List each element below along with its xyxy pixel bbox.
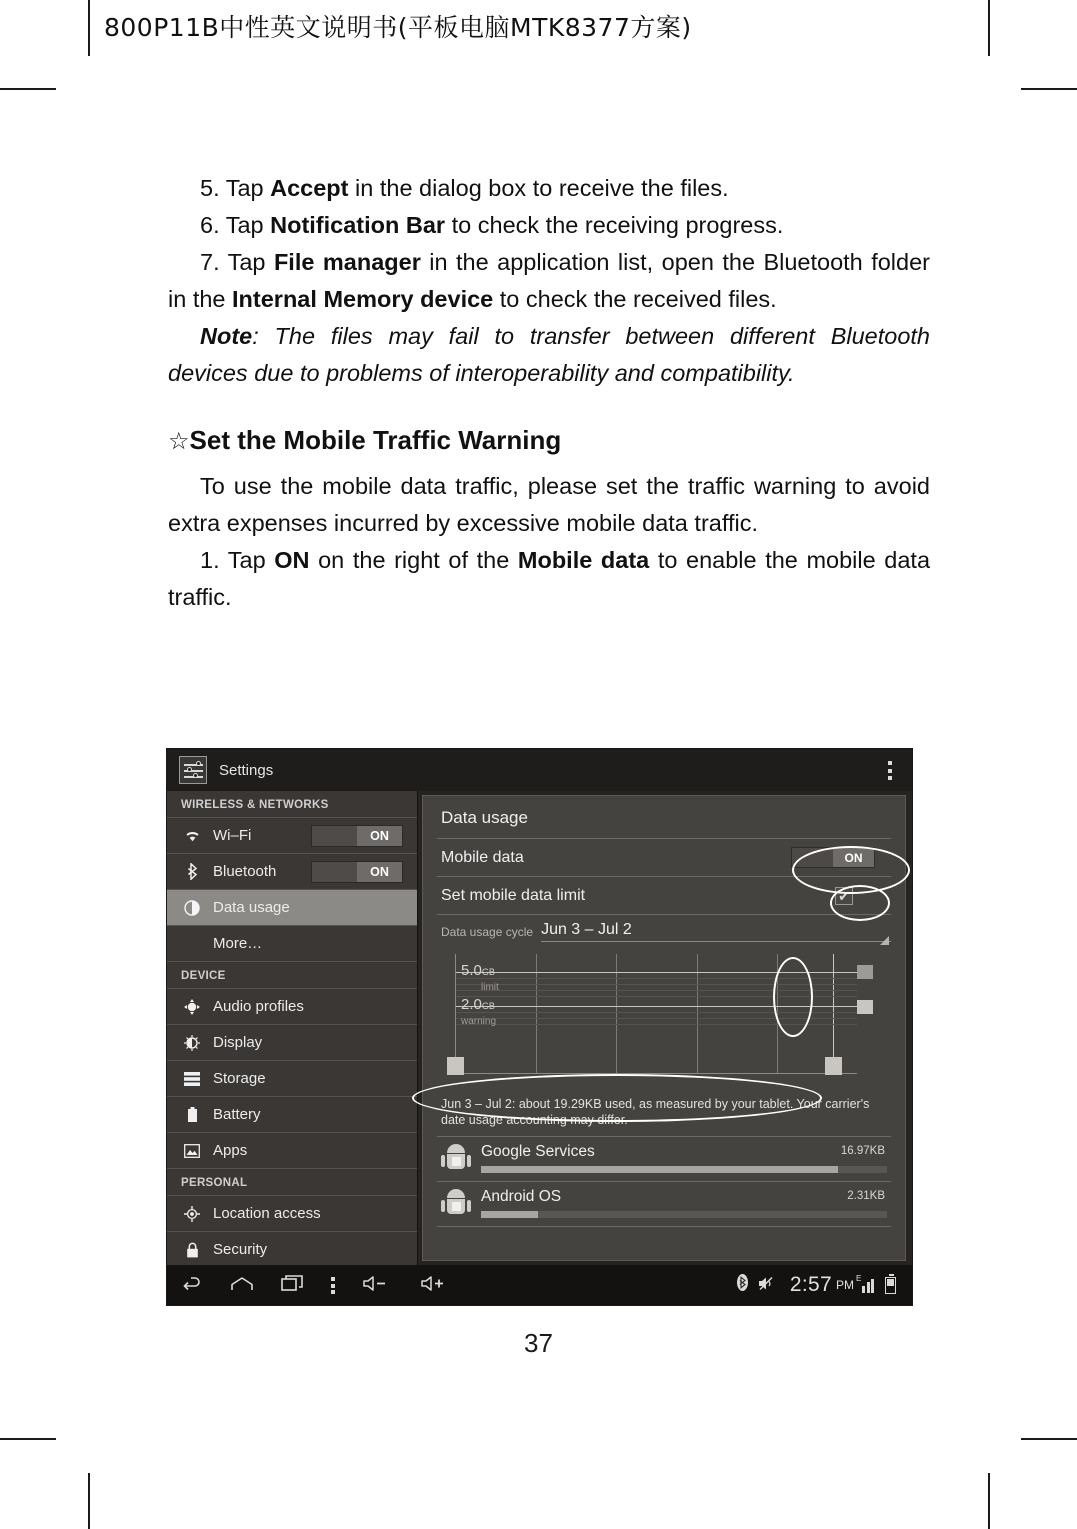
overflow-menu-icon[interactable] xyxy=(331,1277,335,1294)
android-app-icon xyxy=(441,1143,471,1173)
usage-summary-note: Jun 3 – Jul 2: about 19.29KB used, as measured by your tablet. Your carrier's date usage accounting may differ. xyxy=(441,1097,870,1127)
lock-icon xyxy=(181,1241,203,1259)
star-icon: ☆ xyxy=(168,428,190,455)
app-info xyxy=(481,1143,887,1173)
sidebar-item-label: More… xyxy=(213,935,263,952)
sidebar-item-label: Audio profiles xyxy=(213,998,304,1015)
step-6-prefix: 6. Tap xyxy=(200,212,271,238)
display-icon xyxy=(181,1034,203,1052)
crop-mark-top-right-v xyxy=(988,0,990,56)
home-icon[interactable] xyxy=(231,1276,253,1295)
note-text: : The files may fail to transfer between different Bluetooth devices due to problems of interoperability and compatibility. xyxy=(168,323,930,386)
wifi-toggle-label: ON xyxy=(357,826,402,846)
chart-limit-line xyxy=(456,972,857,973)
step-1-prefix: 1. Tap xyxy=(200,547,275,573)
crop-mark-top-left-h xyxy=(0,88,56,90)
bluetooth-toggle-label: ON xyxy=(357,862,402,882)
step-5-bold: Accept xyxy=(270,175,349,201)
crop-mark-top-left-v xyxy=(88,0,90,56)
chart-range-handle-right[interactable] xyxy=(825,1057,842,1075)
sidebar-item-wifi[interactable] xyxy=(167,818,417,854)
chart-warning-sublabel: warning xyxy=(461,1016,497,1027)
data-usage-chart[interactable] xyxy=(441,954,891,1090)
crop-mark-bot-left-h xyxy=(0,1438,56,1440)
group-label-wireless: WIRELESS & NETWORKS xyxy=(167,791,417,818)
mobile-data-label: Mobile data xyxy=(441,848,524,866)
apps-icon xyxy=(181,1142,203,1160)
step-1-mid: on the right of the xyxy=(309,547,518,573)
sidebar-item-display[interactable] xyxy=(167,1025,417,1061)
storage-icon xyxy=(181,1070,203,1088)
step-6-paragraph xyxy=(168,207,930,244)
crop-mark-top-right-h xyxy=(1021,88,1077,90)
bluetooth-status-icon xyxy=(737,1274,748,1296)
step-5-suffix: in the dialog box to receive the files. xyxy=(348,175,729,201)
set-limit-label: Set mobile data limit xyxy=(441,886,586,904)
list-item[interactable] xyxy=(437,1137,891,1182)
sidebar-item-more[interactable] xyxy=(167,926,417,962)
chart-gridline-h xyxy=(456,978,857,979)
android-navbar xyxy=(167,1265,912,1305)
note-label: Note xyxy=(200,323,253,349)
sidebar-item-data-usage[interactable] xyxy=(167,890,417,926)
mobile-data-row[interactable] xyxy=(437,838,891,876)
step-7-prefix: 7. Tap xyxy=(200,249,274,275)
recents-icon[interactable] xyxy=(281,1275,303,1295)
step-6-bold: Notification Bar xyxy=(270,212,446,238)
page-number: 37 xyxy=(524,1328,553,1358)
app-usage-bar xyxy=(481,1166,887,1173)
step-7-mid: in the application list, open the Bluetooth folder in the xyxy=(168,249,930,312)
app-name: Google Services xyxy=(481,1143,595,1160)
volume-down-icon[interactable] xyxy=(363,1276,393,1295)
step-1-bold-1: ON xyxy=(274,547,310,573)
bluetooth-toggle[interactable] xyxy=(311,861,403,883)
wifi-toggle[interactable] xyxy=(311,825,403,847)
chart-warning-value: 2.0 xyxy=(461,996,482,1013)
body-column xyxy=(168,170,930,616)
data-usage-pane xyxy=(422,795,906,1261)
chart-gridline-h xyxy=(456,990,857,991)
sidebar-item-battery[interactable] xyxy=(167,1097,417,1133)
pane-title: Data usage xyxy=(441,808,528,827)
chevron-down-icon[interactable] xyxy=(880,936,889,945)
chart-baseline xyxy=(456,1073,857,1074)
chart-gridline-h xyxy=(456,1012,857,1013)
step-7-bold-1: File manager xyxy=(273,249,421,275)
chart-warning-line xyxy=(456,1006,857,1007)
app-usage-list xyxy=(437,1136,891,1227)
document-header: 800P11B中性英文说明书(平板电脑MTK8377方案) xyxy=(104,13,692,42)
step-1-suffix: to enable the mobile data traffic. xyxy=(168,547,931,610)
sidebar-item-security[interactable] xyxy=(167,1232,417,1268)
group-label-personal: PERSONAL xyxy=(167,1169,417,1196)
sidebar-item-storage[interactable] xyxy=(167,1061,417,1097)
data-usage-cycle-row[interactable] xyxy=(437,914,891,948)
intro-paragraph: To use the mobile data traffic, please set the traffic warning to avoid extra expenses incurred by excessive mobile data traffic. xyxy=(168,473,930,536)
crop-mark-bot-right-h xyxy=(1021,1438,1077,1440)
overflow-menu-icon[interactable] xyxy=(888,761,892,780)
cycle-label: Data usage cycle xyxy=(441,924,534,939)
step-1-bold-2: Mobile data xyxy=(517,547,650,573)
app-usage-bar-fill xyxy=(481,1211,538,1218)
android-settings-screenshot xyxy=(166,748,913,1306)
clock-ampm: PM xyxy=(836,1278,854,1292)
step-7-bold-2: Internal Memory device xyxy=(232,286,494,312)
mobile-data-toggle-label: ON xyxy=(833,848,874,867)
data-usage-icon xyxy=(181,899,203,917)
chart-warning-unit: GB xyxy=(481,1001,495,1011)
app-info xyxy=(481,1188,887,1218)
crop-mark-bot-left-v xyxy=(88,1473,90,1529)
note-paragraph xyxy=(168,318,930,392)
set-mobile-data-limit-row[interactable] xyxy=(437,876,891,914)
app-title: Settings xyxy=(219,761,274,779)
sidebar-item-label: Apps xyxy=(213,1142,248,1159)
app-size: 16.97KB xyxy=(840,1145,885,1157)
group-label-device: DEVICE xyxy=(167,962,417,989)
step-6-suffix: to check the receiving progress. xyxy=(445,212,784,238)
chart-limit-label xyxy=(461,962,495,979)
step-1-paragraph xyxy=(168,542,930,616)
step-5-prefix: 5. Tap xyxy=(200,175,271,201)
sliders-icon xyxy=(179,756,207,784)
battery-status-icon xyxy=(885,1277,896,1294)
app-name: Android OS xyxy=(481,1188,562,1205)
set-limit-checkbox[interactable]: ✔ xyxy=(835,887,853,905)
back-icon[interactable] xyxy=(183,1275,203,1295)
mobile-data-toggle[interactable] xyxy=(791,847,875,868)
chart-gridline-h xyxy=(456,984,857,985)
step-7-suffix: to check the received files. xyxy=(493,286,777,312)
settings-body xyxy=(167,791,912,1265)
cycle-value[interactable]: Jun 3 – Jul 2 xyxy=(541,921,891,942)
chart-warning-label xyxy=(461,996,495,1013)
sidebar-item-label: Security xyxy=(213,1241,268,1258)
chart-warning-handle[interactable] xyxy=(857,1000,873,1014)
location-icon xyxy=(181,1205,203,1223)
app-usage-bar-fill xyxy=(481,1166,838,1173)
step-7-paragraph xyxy=(168,244,930,318)
mute-icon xyxy=(758,1276,774,1295)
sidebar-item-label: Data usage xyxy=(213,899,290,916)
wifi-icon xyxy=(181,827,203,845)
chart-gridline-h xyxy=(456,996,857,997)
sidebar-item-label: Storage xyxy=(213,1070,266,1087)
sidebar-item-apps[interactable] xyxy=(167,1133,417,1169)
section-heading-text: Set the Mobile Traffic Warning xyxy=(189,425,562,455)
chart-limit-value: 5.0 xyxy=(461,962,482,979)
sidebar-item-label: Display xyxy=(213,1034,263,1051)
sidebar-item-label: Wi–Fi xyxy=(213,827,252,844)
sidebar-item-bluetooth[interactable] xyxy=(167,854,417,890)
app-size: 2.31KB xyxy=(847,1190,885,1202)
chart-gridline-h xyxy=(456,1018,857,1019)
sidebar-item-location-access[interactable] xyxy=(167,1196,417,1232)
list-item[interactable] xyxy=(437,1182,891,1227)
step-5-paragraph xyxy=(168,170,930,207)
app-usage-bar xyxy=(481,1211,887,1218)
chart-limit-unit: GB xyxy=(481,967,495,977)
chart-range-handle-left[interactable] xyxy=(447,1057,464,1075)
sidebar-item-label: Bluetooth xyxy=(213,863,277,880)
chart-limit-sublabel: limit xyxy=(481,982,499,993)
battery-icon xyxy=(181,1106,203,1124)
sidebar-item-label: Battery xyxy=(213,1106,261,1123)
signal-icon xyxy=(856,1273,880,1293)
audio-profiles-icon xyxy=(181,998,203,1016)
volume-up-icon[interactable] xyxy=(421,1276,451,1295)
chart-limit-handle[interactable] xyxy=(857,965,873,979)
clock: 2:57 xyxy=(789,1273,832,1296)
android-app-icon xyxy=(441,1188,471,1218)
sidebar-item-audio-profiles[interactable] xyxy=(167,989,417,1025)
sidebar-item-label: Location access xyxy=(213,1205,321,1222)
settings-sidebar xyxy=(167,791,418,1265)
status-area xyxy=(737,1273,896,1297)
chart-plot-area xyxy=(455,954,857,1074)
app-titlebar xyxy=(167,749,912,791)
bluetooth-icon xyxy=(181,863,203,881)
section-heading xyxy=(168,420,930,462)
crop-mark-bot-right-v xyxy=(988,1473,990,1529)
network-type-label: E xyxy=(856,1273,862,1283)
chart-gridline-h xyxy=(456,1024,857,1025)
